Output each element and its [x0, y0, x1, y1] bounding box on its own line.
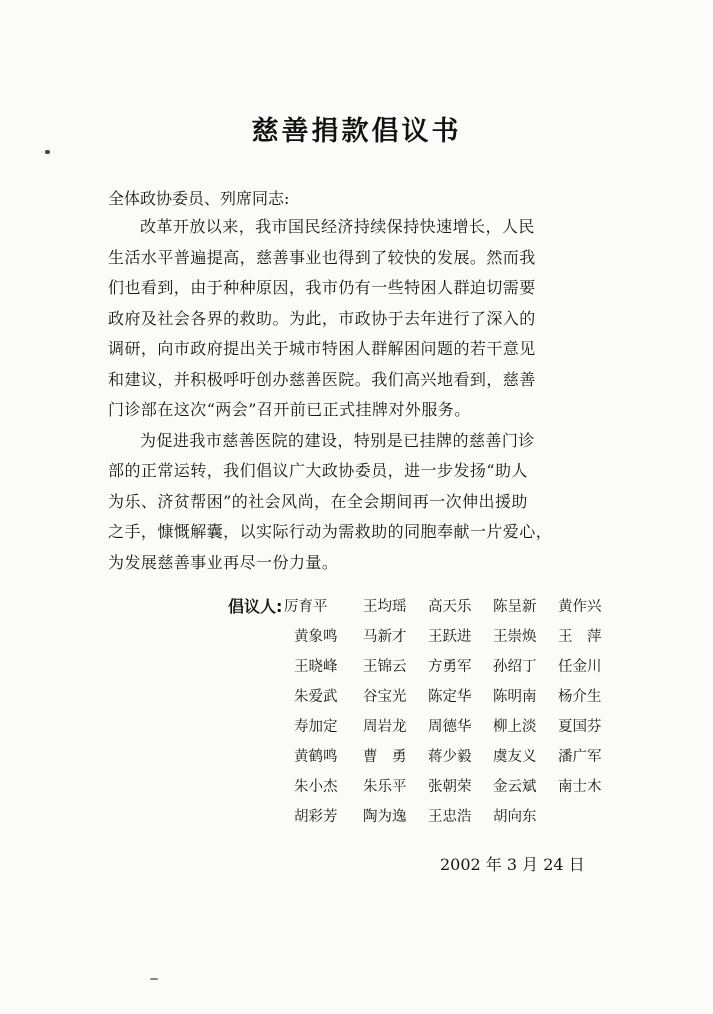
- signer-name: 王跃进: [428, 629, 472, 645]
- signer-name: 蒋少毅: [428, 749, 472, 765]
- signer-name: 陈呈新: [493, 599, 537, 615]
- signer-name: 王崇焕: [493, 629, 537, 645]
- scan-speck: [150, 978, 158, 980]
- document-title: 慈善捐款倡议书: [251, 116, 462, 147]
- paragraph-line: 为乐、济贫帮困”的社会风尚，在全会期间再一次伸出援助: [108, 491, 528, 511]
- signer-name: 杨介生: [558, 689, 602, 705]
- body-text: [108, 212, 608, 578]
- signer-name: 南士木: [558, 779, 602, 795]
- salutation: 全体政协委员、列席同志:: [108, 189, 290, 208]
- signers-label: 倡议人:: [228, 597, 283, 616]
- signer-name: 高天乐: [428, 599, 472, 615]
- signer-name: 陶为逸: [363, 809, 407, 825]
- signer-name: 王 萍: [558, 629, 602, 645]
- paragraph-line: 们也看到，由于种种原因，我市仍有一些特困人群迫切需要: [108, 278, 536, 297]
- signer-name: 王均瑶: [363, 599, 407, 615]
- signer-name: 张朝荣: [428, 779, 472, 795]
- signer-name: 黄作兴: [558, 599, 602, 615]
- signer-name: 朱乐平: [363, 779, 407, 795]
- signer-name: 方勇军: [428, 659, 472, 675]
- signer-name: 潘广军: [558, 749, 602, 765]
- signer-name: 厉育平: [284, 599, 328, 615]
- signer-name: 夏国芬: [558, 719, 602, 735]
- signer-name: 王忠浩: [428, 809, 472, 825]
- signer-name: 周德华: [428, 719, 472, 735]
- paragraph-line: 为促进我市慈善医院的建设，特别是已挂牌的慈善门诊: [140, 430, 535, 450]
- signer-name: 柳上淡: [493, 719, 537, 735]
- signer-name: 任金川: [558, 659, 602, 675]
- signer-name: 朱爱武: [294, 689, 338, 705]
- signer-name: 虞友义: [493, 749, 537, 765]
- signer-name: 谷宝光: [363, 689, 407, 705]
- signer-name: 黄鹤鸣: [294, 749, 338, 765]
- paragraph-line: 调研，向市政府提出关于城市特困人群解困问题的若干意见: [108, 339, 536, 358]
- signer-name: 寿加定: [294, 719, 338, 735]
- paragraph-line: 改革开放以来，我市国民经济持续保持快速增长，人民: [140, 217, 535, 236]
- paragraph-line: 为发展慈善事业再尽一份力量。: [108, 552, 339, 572]
- signer-name: 陈明南: [493, 689, 537, 705]
- paragraph-line: 和建议，并积极呼吁创办慈善医院。我们高兴地看到，慈善: [108, 369, 536, 389]
- signer-name: 王晓峰: [294, 659, 338, 675]
- paragraph-line: 政府及社会各界的救助。为此，市政协于去年进行了深入的: [108, 308, 536, 328]
- signer-name: 王锦云: [363, 659, 407, 675]
- signer-name: 胡彩芳: [294, 809, 338, 825]
- paragraph-line: 生活水平普遍提高，慈善事业也得到了较快的发展。然而我: [108, 247, 536, 267]
- signer-name: 黄象鸣: [294, 629, 338, 645]
- signer-name: 马新才: [363, 629, 407, 645]
- signer-name: 朱小杰: [294, 779, 338, 795]
- signer-name: 胡向东: [493, 809, 537, 825]
- paragraph-line: 门诊部在这次“两会”召开前已正式挂牌对外服务。: [108, 400, 471, 419]
- paragraph-line: 之手，慷慨解囊，以实际行动为需救助的同胞奉献一片爱心，: [108, 522, 553, 541]
- signer-name: 陈定华: [428, 689, 472, 705]
- signer-name: 曹 勇: [363, 749, 407, 765]
- signer-name: 周岩龙: [363, 719, 407, 735]
- signer-name: 孙绍丁: [493, 659, 537, 675]
- document-date: 2002 年 3 月 24 日: [440, 855, 585, 874]
- paragraph-line: 部的正常运转，我们倡议广大政协委员，进一步发扬“助人: [108, 461, 528, 480]
- signer-name: 金云斌: [493, 779, 537, 795]
